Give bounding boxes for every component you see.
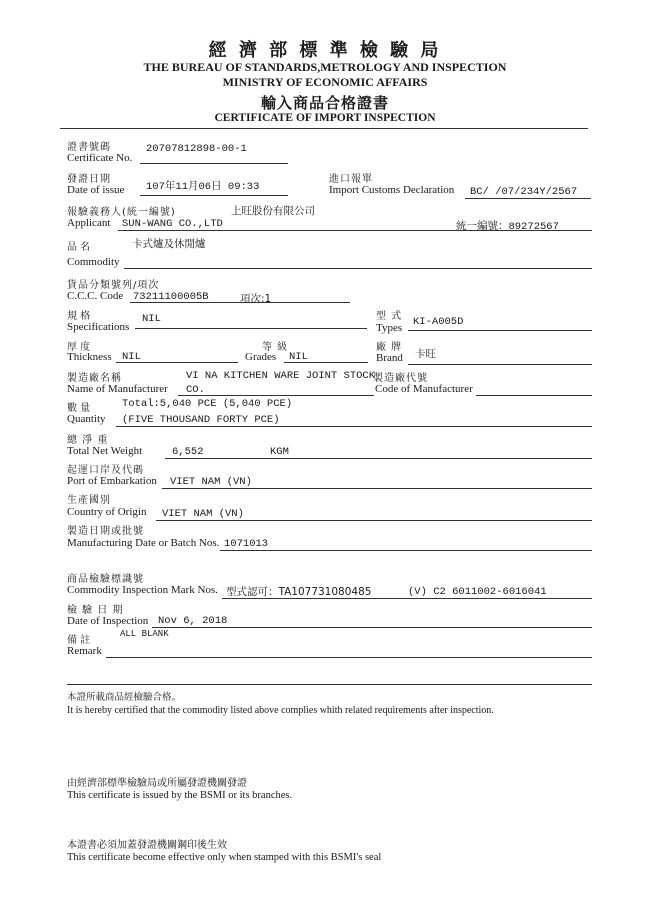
batch-label: Manufacturing Date or Batch Nos. bbox=[67, 537, 220, 549]
issued-by-statement-en: This certificate is issued by the BSMI or its branches. bbox=[67, 790, 293, 801]
ccc-item: 項次:1 bbox=[240, 293, 272, 305]
brand-value: 卡旺 bbox=[415, 348, 436, 360]
brand-label: Brand bbox=[376, 352, 403, 364]
port-label-zh: 起運口岸及代碼 bbox=[67, 465, 144, 476]
specifications-label-zh: 規 格 bbox=[67, 311, 91, 322]
certification-statement-en: It is hereby certified that the commodity listed above complies whith related requirements after inspection. bbox=[67, 705, 494, 716]
net-weight-unit: KGM bbox=[270, 446, 289, 458]
bureau-name-en: THE BUREAU OF STANDARDS,METROLOGY AND INSPECTION bbox=[143, 60, 507, 74]
net-weight-label: Total Net Weight bbox=[67, 445, 143, 457]
remark-label-zh: 備 註 bbox=[67, 635, 91, 646]
commodity-value: 卡式爐及休閒爐 bbox=[132, 238, 206, 250]
ccc-code-label: C.C.C. Code bbox=[67, 290, 124, 302]
manufacturer-label-zh: 製造廠名稱 bbox=[67, 373, 122, 384]
origin-value: VIET NAM (VN) bbox=[162, 508, 244, 520]
inspection-mark-label: Commodity Inspection Mark Nos. bbox=[67, 584, 218, 596]
certificate-no-value: 20707812898-00-1 bbox=[146, 143, 247, 155]
ccc-code-value: 73211100005B bbox=[133, 291, 209, 303]
inspection-mark-value: 型式認可：TA107731080485 bbox=[226, 586, 372, 598]
date-of-issue-label-zh: 發證日期 bbox=[67, 174, 111, 185]
applicant-label: Applicant bbox=[67, 217, 111, 229]
applicant-value: SUN-WANG CO.,LTD bbox=[122, 218, 223, 230]
certificate-title-en: CERTIFICATE OF IMPORT INSPECTION bbox=[214, 112, 436, 124]
inspection-mark-label-zh: 商品檢驗標識號 bbox=[67, 574, 144, 585]
certificate-no-label-zh: 證書號碼 bbox=[67, 142, 111, 153]
bureau-name-zh: 經 濟 部 標 準 檢 驗 局 bbox=[208, 40, 442, 61]
inspection-date-label: Date of Inspection bbox=[67, 615, 149, 627]
port-label: Port of Embarkation bbox=[67, 475, 157, 487]
thickness-label: Thickness bbox=[67, 351, 112, 363]
net-weight-label-zh: 總 淨 重 bbox=[67, 435, 109, 446]
manufacturer-value-line2: CO. bbox=[186, 384, 205, 396]
certificate-no-label: Certificate No. bbox=[67, 152, 133, 164]
remark-value: ALL BLANK bbox=[120, 629, 169, 639]
inspection-date-label-zh: 檢 驗 日 期 bbox=[67, 605, 124, 616]
ministry-name: MINISTRY OF ECONOMIC AFFAIRS bbox=[222, 75, 428, 89]
net-weight-value: 6,552 bbox=[172, 446, 204, 458]
inspection-date-value: Nov 6, 2018 bbox=[158, 615, 228, 627]
grades-label: Grades bbox=[245, 351, 277, 363]
types-value: KI-A005D bbox=[413, 316, 464, 328]
manufacturer-code-label: Code of Manufacturer bbox=[375, 383, 473, 395]
types-label: Types bbox=[376, 322, 403, 334]
thickness-value: NIL bbox=[122, 351, 141, 363]
inspection-mark-value2: (V) C2 6011002-6016041 bbox=[408, 586, 547, 598]
customs-value: BC/ /07/234Y/2567 bbox=[470, 186, 578, 198]
origin-label-zh: 生產國別 bbox=[67, 495, 111, 506]
remark-label: Remark bbox=[67, 645, 102, 657]
date-of-issue-value: 107年11月06日 09:33 bbox=[146, 181, 260, 193]
customs-label-zh: 進口報單 bbox=[329, 174, 373, 185]
certification-statement-zh: 本證所載商品經檢驗合格。 bbox=[67, 692, 182, 703]
thickness-label-zh: 厚 度 bbox=[67, 342, 91, 353]
seal-statement-zh: 本證書必須加蓋發證機關鋼印後生效 bbox=[67, 840, 227, 851]
date-of-issue-label: Date of issue bbox=[67, 184, 125, 196]
batch-label-zh: 製造日期或批號 bbox=[67, 526, 144, 537]
certificate-title-zh: 輸入商品合格證書 bbox=[260, 94, 389, 112]
commodity-label: Commodity bbox=[67, 256, 120, 268]
applicant-value-zh: 上旺股份有限公司 bbox=[231, 205, 315, 217]
issued-by-statement-zh: 由經濟部標準檢驗局或所屬發證機關發證 bbox=[67, 778, 247, 789]
applicant-label-zh: 報驗義務人(統一編號) bbox=[67, 207, 176, 218]
commodity-label-zh: 品 名 bbox=[67, 242, 91, 253]
grades-label-zh: 等 級 bbox=[262, 342, 289, 353]
unified-number: 統一編號：89272567 bbox=[456, 221, 559, 233]
quantity-value-line1: Total:5,040 PCE (5,040 PCE) bbox=[122, 398, 293, 410]
port-value: VIET NAM (VN) bbox=[170, 476, 252, 488]
manufacturer-label: Name of Manufacturer bbox=[67, 383, 168, 395]
specifications-label: Specifications bbox=[67, 321, 130, 333]
brand-label-zh: 廠 牌 bbox=[376, 342, 403, 353]
origin-label: Country of Origin bbox=[67, 506, 147, 518]
manufacturer-value-line1: VI NA KITCHEN WARE JOINT STOCK bbox=[186, 370, 376, 382]
header-divider bbox=[60, 128, 588, 129]
manufacturer-code-label-zh: 製造廠代號 bbox=[373, 373, 428, 384]
customs-label: Import Customs Declaration bbox=[329, 184, 455, 196]
ccc-code-label-zh: 貨品分類號列/項次 bbox=[67, 280, 160, 291]
quantity-label-zh: 數 量 bbox=[67, 403, 91, 414]
seal-statement-en: This certificate become effective only when stamped with this BSMI's seal bbox=[67, 852, 382, 863]
quantity-value-line2: (FIVE THOUSAND FORTY PCE) bbox=[122, 414, 280, 426]
grades-value: NIL bbox=[289, 351, 308, 363]
remark-blank-line bbox=[67, 684, 592, 685]
types-label-zh: 型 式 bbox=[376, 311, 403, 322]
specifications-value: NIL bbox=[142, 313, 161, 325]
batch-value: 1071013 bbox=[224, 538, 269, 550]
quantity-label: Quantity bbox=[67, 413, 106, 425]
